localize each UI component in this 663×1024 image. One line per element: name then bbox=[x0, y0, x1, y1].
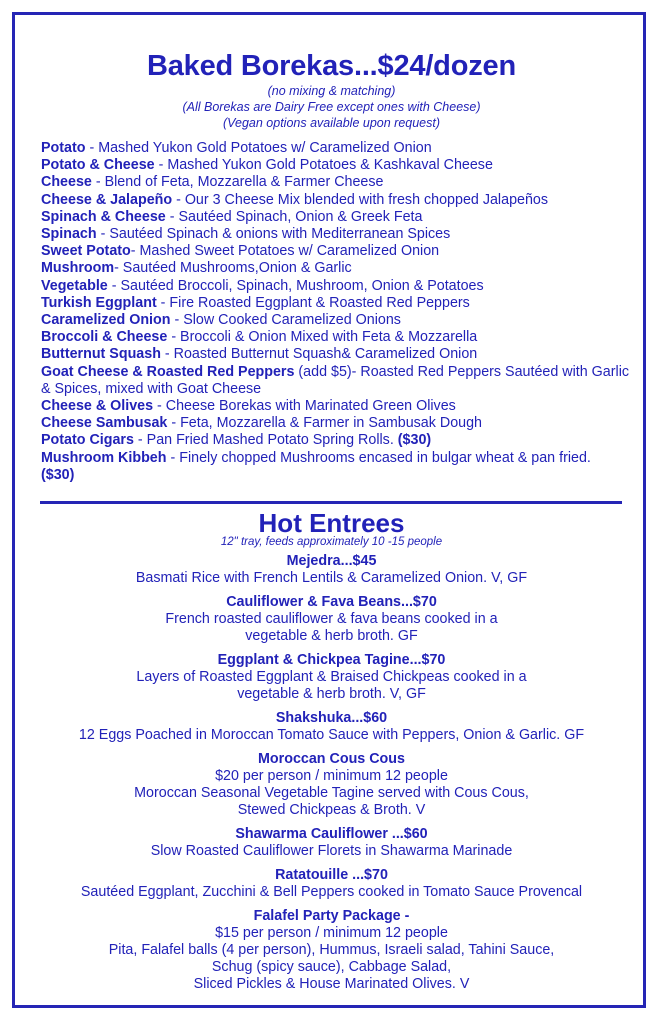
entree-item bbox=[18, 867, 645, 901]
entree-desc-line: $20 per person / minimum 12 people bbox=[215, 768, 448, 784]
boreka-desc: - Mashed Yukon Gold Potatoes w/ Caramelized Onion bbox=[85, 140, 432, 156]
boreka-item bbox=[41, 278, 641, 295]
boreka-item bbox=[41, 364, 641, 398]
boreka-desc: - Feta, Mozzarella & Farmer in Sambusak Dough bbox=[167, 415, 483, 432]
entree-name: Cauliflower & Fava Beans...$70 bbox=[226, 594, 437, 610]
entree-item bbox=[18, 908, 645, 993]
boreka-name: Goat Cheese & Roasted Red Peppers bbox=[41, 363, 295, 380]
entree-name: Eggplant & Chickpea Tagine...$70 bbox=[217, 652, 446, 668]
boreka-item bbox=[41, 398, 641, 415]
boreka-desc: - Cheese Borekas with Marinated Green Olives bbox=[153, 398, 456, 415]
boreka-name: Spinach bbox=[41, 226, 97, 243]
entree-name: Ratatouille ...$70 bbox=[275, 867, 388, 883]
boreka-price: ($30) bbox=[41, 466, 75, 483]
entree-desc-line: vegetable & herb broth. V, GF bbox=[237, 686, 426, 702]
borekas-title: Baked Borekas...$24/dozen bbox=[147, 50, 516, 82]
entree-desc-line: Pita, Falafel balls (4 per person), Hummus, Israeli salad, Tahini Sauce, bbox=[108, 942, 555, 958]
section-divider bbox=[40, 501, 622, 504]
boreka-desc: - Roasted Butternut Squash& Caramelized Onion bbox=[160, 346, 478, 363]
borekas-list bbox=[41, 140, 641, 484]
entrees-note: 12" tray, feeds approximately 10 -15 people bbox=[220, 536, 443, 548]
boreka-desc: - Finely chopped Mushrooms encased in bulgar wheat & pan fried. bbox=[166, 449, 591, 466]
boreka-item bbox=[41, 209, 641, 226]
boreka-name: Vegetable bbox=[41, 277, 108, 294]
boreka-name: Mushroom bbox=[41, 260, 115, 277]
boreka-item bbox=[41, 295, 641, 312]
boreka-name: Cheese & Olives bbox=[41, 398, 154, 415]
boreka-desc: (add $5)- Roasted Red Peppers Sautéed with Garlic & Spices, mixed with Goat Cheese bbox=[41, 363, 630, 397]
boreka-name: Cheese Sambusak bbox=[41, 415, 168, 432]
boreka-item bbox=[41, 260, 641, 277]
borekas-note-vegan: (Vegan options available upon request) bbox=[222, 116, 441, 130]
boreka-item bbox=[41, 243, 641, 260]
boreka-desc: - Sautéed Spinach, Onion & Greek Feta bbox=[165, 208, 423, 225]
entree-desc-line: 12 Eggs Poached in Moroccan Tomato Sauce with Peppers, Onion & Garlic. GF bbox=[78, 727, 585, 743]
boreka-desc: - Pan Fried Mashed Potato Spring Rolls. bbox=[133, 432, 398, 449]
boreka-desc: - Mashed Sweet Potatoes w/ Caramelized Onion bbox=[130, 243, 440, 260]
boreka-desc: - Fire Roasted Eggplant & Roasted Red Peppers bbox=[156, 294, 470, 311]
boreka-desc: - Sautéed Mushrooms,Onion & Garlic bbox=[114, 260, 352, 277]
entrees-list bbox=[18, 553, 645, 1000]
entree-name: Falafel Party Package - bbox=[253, 908, 410, 924]
boreka-name: Cheese & Jalapeño bbox=[41, 191, 173, 208]
boreka-desc: - Slow Cooked Caramelized Onions bbox=[170, 312, 401, 329]
boreka-name: Butternut Squash bbox=[41, 346, 161, 363]
entree-item bbox=[18, 751, 645, 819]
entree-desc-line: Stewed Chickpeas & Broth. V bbox=[237, 802, 426, 818]
entree-name: Shawarma Cauliflower ...$60 bbox=[235, 826, 428, 842]
entree-item bbox=[18, 553, 645, 587]
boreka-name: Mushroom Kibbeh bbox=[41, 449, 167, 466]
entree-item bbox=[18, 652, 645, 703]
boreka-name: Caramelized Onion bbox=[41, 312, 171, 329]
boreka-desc: - Sautéed Spinach & onions with Mediterranean Spices bbox=[96, 226, 451, 243]
boreka-item bbox=[41, 312, 641, 329]
boreka-item bbox=[41, 415, 641, 432]
boreka-item bbox=[41, 226, 641, 243]
boreka-item bbox=[41, 192, 641, 209]
boreka-item bbox=[41, 432, 641, 449]
boreka-desc: - Broccoli & Onion Mixed with Feta & Mozzarella bbox=[167, 329, 478, 346]
entree-desc-line: Sautéed Eggplant, Zucchini & Bell Peppers cooked in Tomato Sauce Provencal bbox=[80, 884, 583, 900]
boreka-desc: - Our 3 Cheese Mix blended with fresh chopped Jalapeños bbox=[172, 191, 549, 208]
entree-name: Mejedra...$45 bbox=[286, 553, 377, 569]
entree-desc-line: Moroccan Seasonal Vegetable Tagine served with Cous Cous, bbox=[134, 785, 529, 801]
entree-item bbox=[18, 594, 645, 645]
boreka-item bbox=[41, 140, 641, 157]
boreka-item bbox=[41, 450, 601, 484]
borekas-note-dairy: (All Borekas are Dairy Free except ones with Cheese) bbox=[182, 100, 481, 114]
entree-desc-line: $15 per person / minimum 12 people bbox=[215, 925, 448, 941]
boreka-desc: - Sautéed Broccoli, Spinach, Mushroom, Onion & Potatoes bbox=[107, 277, 484, 294]
boreka-item bbox=[41, 346, 641, 363]
entree-item bbox=[18, 826, 645, 860]
boreka-item bbox=[41, 174, 641, 191]
entree-desc-line: Schug (spicy sauce), Cabbage Salad, bbox=[211, 959, 452, 975]
entree-desc-line: Slow Roasted Cauliflower Florets in Shawarma Marinade bbox=[150, 843, 513, 859]
entree-desc-line: Basmati Rice with French Lentils & Caramelized Onion. V, GF bbox=[135, 570, 528, 586]
borekas-note-no-mixing: (no mixing & matching) bbox=[267, 84, 396, 98]
entrees-title: Hot Entrees bbox=[258, 508, 405, 538]
entree-desc-line: Layers of Roasted Eggplant & Braised Chickpeas cooked in a bbox=[136, 669, 527, 685]
boreka-name: Turkish Eggplant bbox=[41, 294, 157, 311]
boreka-name: Potato Cigars bbox=[41, 432, 134, 449]
boreka-name: Sweet Potato bbox=[41, 243, 131, 260]
boreka-price: ($30) bbox=[397, 432, 432, 449]
entree-desc-line: vegetable & herb broth. GF bbox=[245, 628, 418, 644]
entree-desc-line: French roasted cauliflower & fava beans cooked in a bbox=[165, 611, 498, 627]
boreka-name: Cheese bbox=[41, 174, 92, 191]
entree-name: Shakshuka...$60 bbox=[275, 710, 388, 726]
entree-name: Moroccan Cous Cous bbox=[258, 751, 405, 767]
boreka-name: Broccoli & Cheese bbox=[41, 329, 168, 346]
boreka-name: Potato bbox=[41, 140, 86, 156]
boreka-desc: - Blend of Feta, Mozzarella & Farmer Cheese bbox=[91, 174, 384, 191]
boreka-item bbox=[41, 329, 641, 346]
boreka-desc: - Mashed Yukon Gold Potatoes & Kashkaval Cheese bbox=[154, 157, 493, 174]
boreka-name: Spinach & Cheese bbox=[41, 208, 166, 225]
boreka-name: Potato & Cheese bbox=[41, 157, 155, 174]
entree-desc-line: Sliced Pickles & House Marinated Olives. V bbox=[193, 976, 470, 992]
boreka-item bbox=[41, 157, 641, 174]
entree-item bbox=[18, 710, 645, 744]
